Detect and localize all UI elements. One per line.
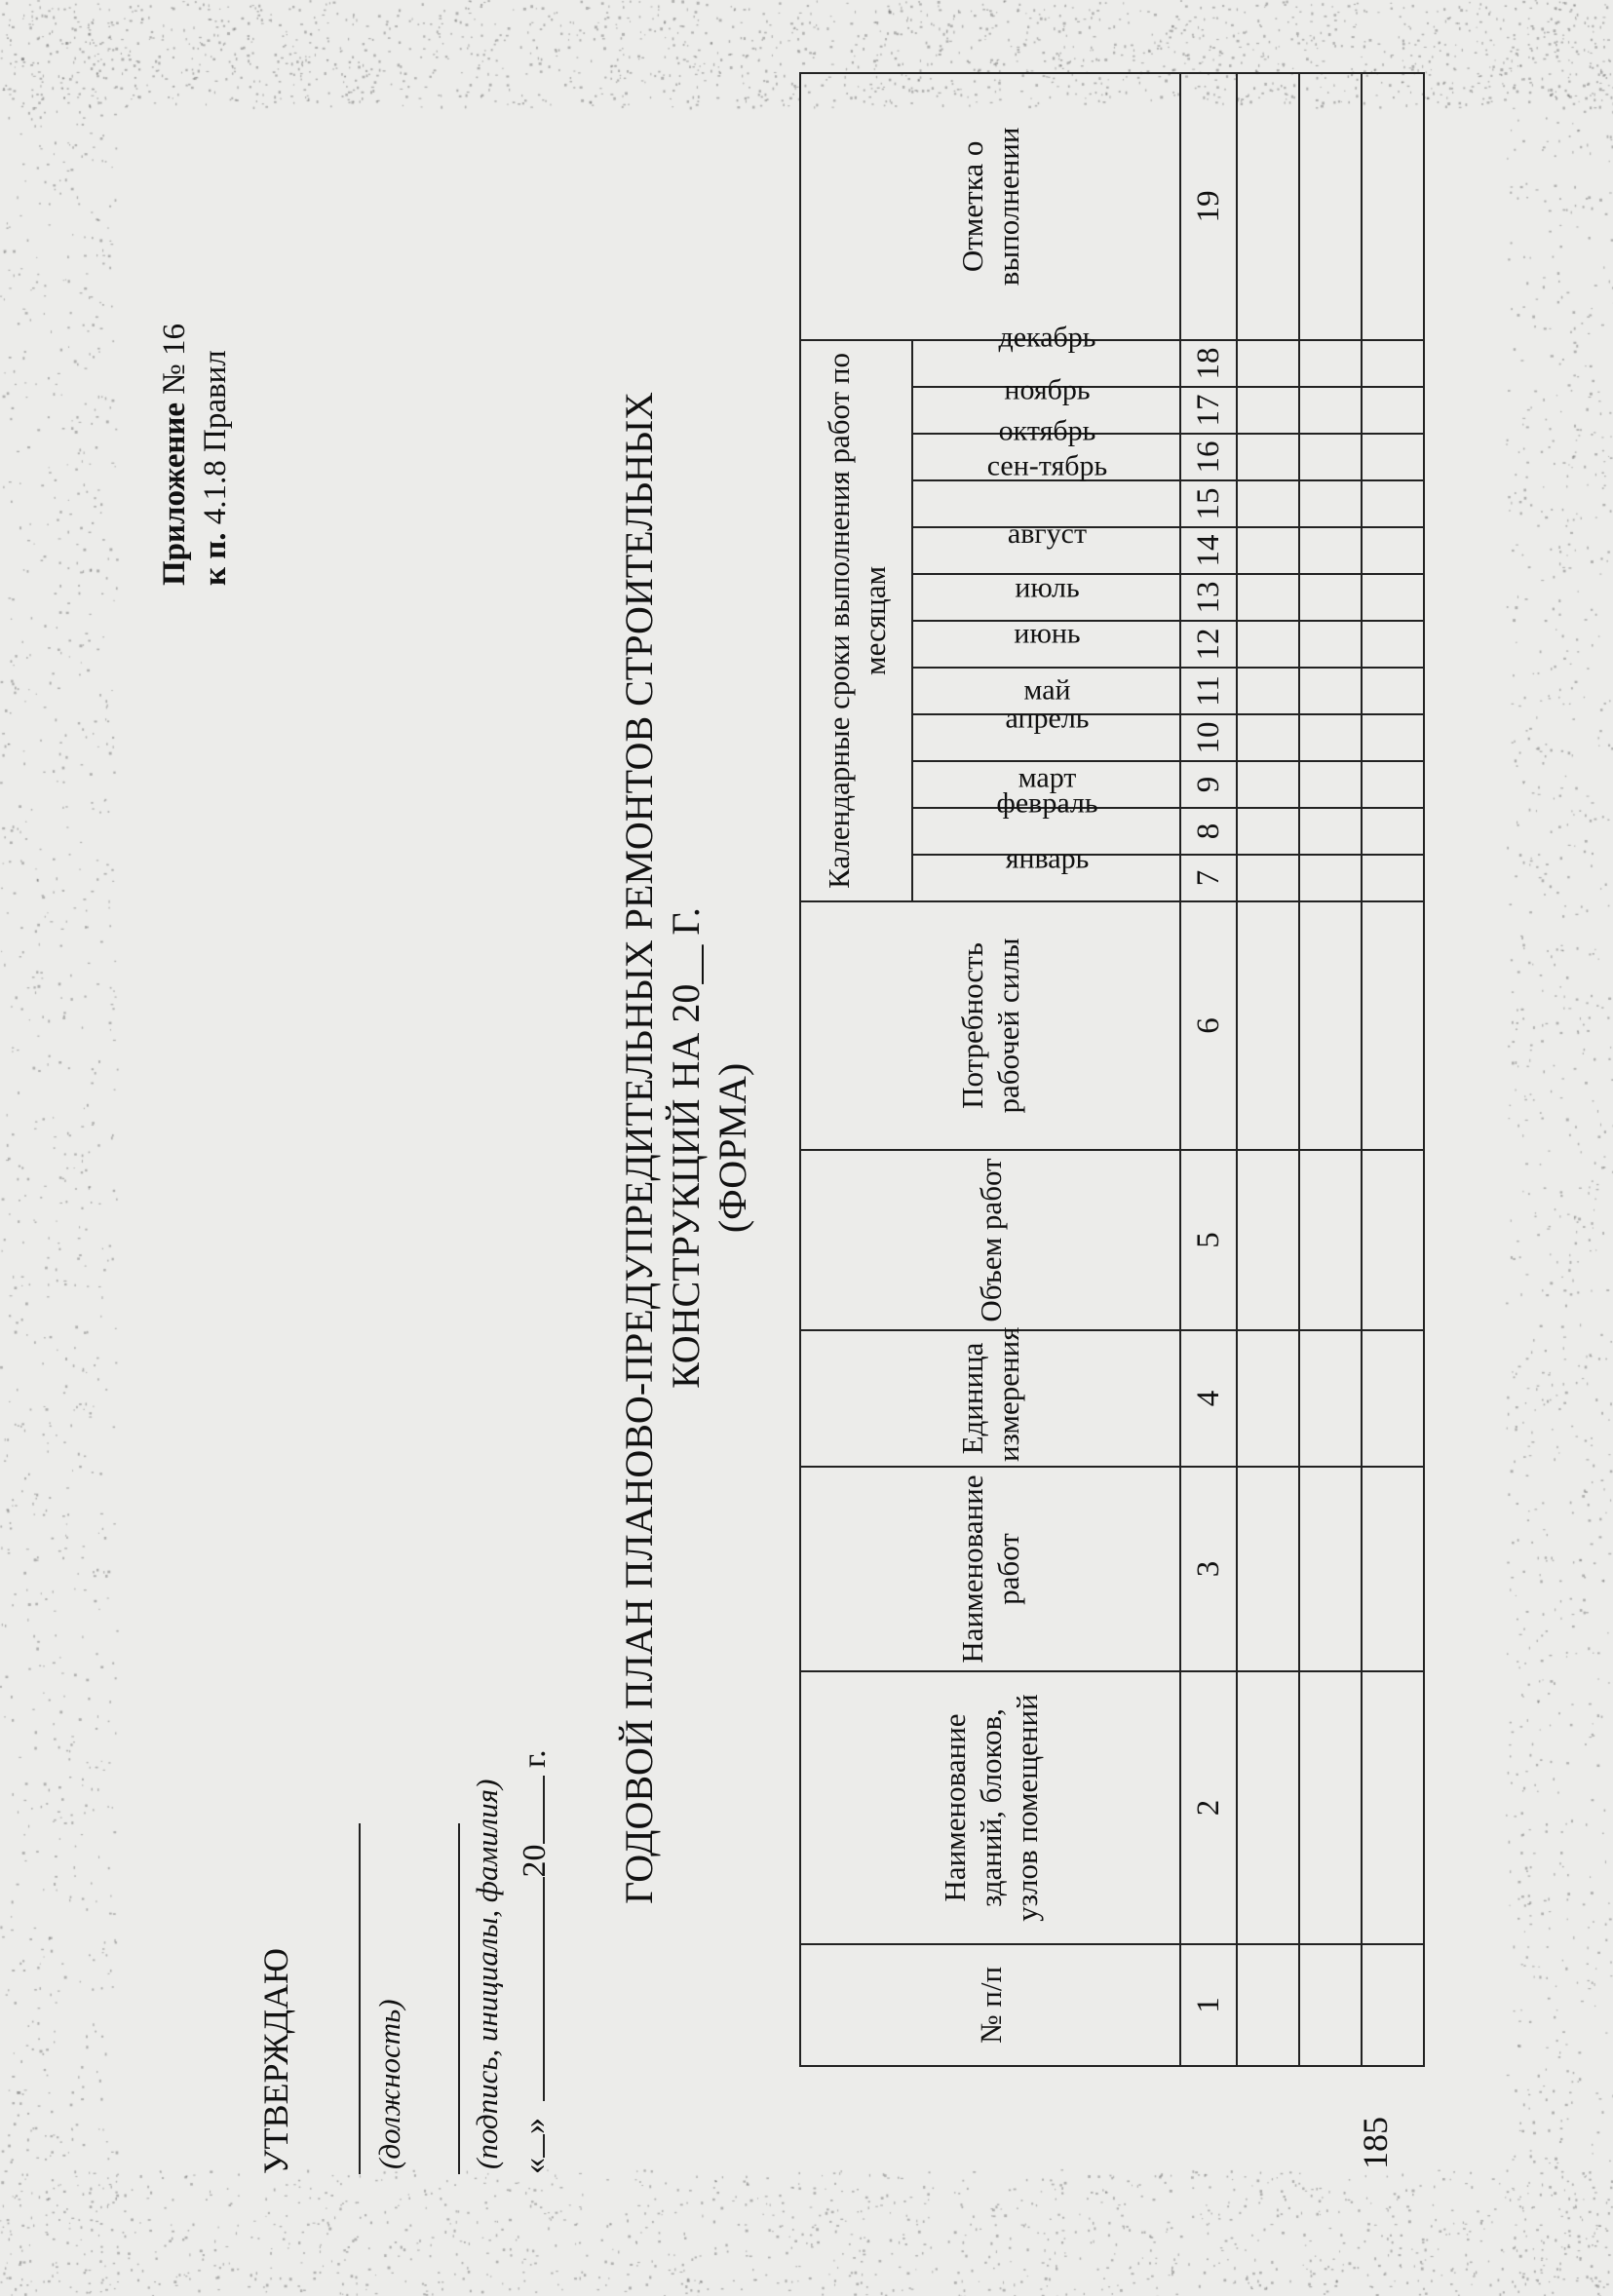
- table-cell[interactable]: [1237, 621, 1299, 668]
- date-year-suffix: г.: [517, 1749, 553, 1768]
- header-work-volume: Объем работ: [800, 1150, 1180, 1330]
- table-cell[interactable]: [1362, 1150, 1424, 1330]
- header-unit: Единица измерения: [800, 1330, 1180, 1467]
- table-cell[interactable]: [1362, 73, 1424, 340]
- header-building-names: Наименование зданий, блоков, узлов помещений: [800, 1671, 1180, 1944]
- header-completion-mark: Отметка о выполнении: [800, 73, 1180, 340]
- table-cell[interactable]: [1299, 714, 1362, 761]
- table-cell[interactable]: [1237, 1150, 1299, 1330]
- month-label: сен-тябрь: [986, 449, 1107, 482]
- table-cell[interactable]: [1362, 1944, 1424, 2066]
- table-cell[interactable]: [1362, 621, 1424, 668]
- column-number: 2: [1180, 1671, 1237, 1944]
- table-cell[interactable]: [1362, 434, 1424, 480]
- table-cell[interactable]: [1299, 1330, 1362, 1467]
- document-title-line2: КОНСТРУКЦИЙ НА 20__ Г.: [664, 907, 708, 1389]
- table-cell[interactable]: [1299, 574, 1362, 621]
- table-cell[interactable]: [1299, 527, 1362, 574]
- table-cell[interactable]: [1299, 480, 1362, 527]
- table-cell[interactable]: [1237, 668, 1299, 714]
- column-number: 4: [1180, 1330, 1237, 1467]
- table-cell[interactable]: [1237, 340, 1299, 387]
- table-cell[interactable]: [1237, 574, 1299, 621]
- table-cell[interactable]: [1237, 480, 1299, 527]
- table-cell[interactable]: [1362, 855, 1424, 901]
- table-cell[interactable]: [1362, 480, 1424, 527]
- table-cell[interactable]: [1299, 621, 1362, 668]
- column-number: 15: [1180, 480, 1237, 527]
- month-header: [912, 517, 1180, 574]
- date-month-blank: [543, 1878, 545, 2102]
- header-number: № п/п: [800, 1944, 1180, 2066]
- document-title-line3: (ФОРМА): [710, 1062, 754, 1234]
- table-cell[interactable]: [1237, 434, 1299, 480]
- table-cell[interactable]: [1237, 73, 1299, 340]
- table-cell[interactable]: [1299, 1467, 1362, 1671]
- column-number: 8: [1180, 808, 1237, 855]
- column-number: 5: [1180, 1150, 1237, 1330]
- appendix-number: № 16: [157, 323, 192, 402]
- table-cell[interactable]: [1362, 527, 1424, 574]
- table-cell[interactable]: [1362, 901, 1424, 1150]
- table-cell[interactable]: [1299, 808, 1362, 855]
- month-label: май: [1022, 673, 1071, 707]
- month-label: июль: [1014, 571, 1080, 604]
- month-label: июнь: [1013, 617, 1081, 650]
- table-cell[interactable]: [1299, 1150, 1362, 1330]
- appendix-reference: [154, 324, 236, 586]
- column-number: 17: [1180, 387, 1237, 434]
- table-cell[interactable]: [1237, 808, 1299, 855]
- date-year-prefix: 20: [517, 1844, 553, 1878]
- appendix-label: Приложение: [157, 402, 192, 586]
- table-cell[interactable]: [1362, 808, 1424, 855]
- position-line: [359, 1823, 361, 2174]
- column-number: 19: [1180, 73, 1237, 340]
- signature-line: [458, 1823, 460, 2174]
- month-label: март: [1018, 761, 1076, 794]
- table-cell[interactable]: [1362, 714, 1424, 761]
- month-header: [912, 842, 1180, 901]
- table-cell[interactable]: [1237, 901, 1299, 1150]
- table-cell[interactable]: [1299, 73, 1362, 340]
- table-cell[interactable]: [1237, 387, 1299, 434]
- rules-clause-label: к п.: [198, 532, 233, 586]
- column-number: 14: [1180, 527, 1237, 574]
- table-cell[interactable]: [1237, 714, 1299, 761]
- month-label: август: [1007, 517, 1087, 550]
- month-label: декабрь: [998, 321, 1095, 354]
- column-number: 16: [1180, 434, 1237, 480]
- table-cell[interactable]: [1237, 1671, 1299, 1944]
- table-row: [1299, 73, 1362, 2066]
- column-number: 11: [1180, 668, 1237, 714]
- table-cell[interactable]: [1237, 761, 1299, 808]
- signature-hint: (подпись, инициалы, фамилия): [470, 1779, 504, 2169]
- date-open-quote: «: [517, 2158, 553, 2174]
- table-cell[interactable]: [1299, 434, 1362, 480]
- column-number: 7: [1180, 855, 1237, 901]
- page-number: 185: [1356, 2117, 1395, 2169]
- table-cell[interactable]: [1299, 387, 1362, 434]
- table-cell[interactable]: [1299, 668, 1362, 714]
- table-cell[interactable]: [1362, 1671, 1424, 1944]
- table-cell[interactable]: [1237, 1467, 1299, 1671]
- table-cell[interactable]: [1362, 574, 1424, 621]
- month-header: [912, 668, 1180, 714]
- column-number: 13: [1180, 574, 1237, 621]
- table-cell[interactable]: [1362, 387, 1424, 434]
- table-cell[interactable]: [1237, 1944, 1299, 2066]
- month-label: апрель: [1005, 702, 1089, 735]
- table-cell[interactable]: [1362, 340, 1424, 387]
- date-day-blank: [543, 2134, 545, 2158]
- header-workforce: Потребность рабочей силы: [800, 901, 1180, 1150]
- column-number: 1: [1180, 1944, 1237, 2066]
- column-number: 3: [1180, 1467, 1237, 1671]
- table-row: [1362, 73, 1424, 2066]
- date-close-quote: »: [517, 2118, 553, 2134]
- month-header: [912, 702, 1180, 761]
- month-label: ноябрь: [1003, 373, 1091, 406]
- table-cell[interactable]: [1299, 761, 1362, 808]
- table-cell[interactable]: [1237, 1330, 1299, 1467]
- date-year-blank: [543, 1777, 545, 1845]
- rules-clause: 4.1.8 Правил: [198, 350, 233, 533]
- month-label: февраль: [995, 786, 1098, 820]
- approval-date: [517, 1749, 554, 2174]
- table-cell[interactable]: [1299, 1671, 1362, 1944]
- table-cell[interactable]: [1237, 855, 1299, 901]
- position-hint: (должность): [372, 1999, 406, 2169]
- document-title-line1: ГОДОВОЙ ПЛАН ПЛАНОВО-ПРЕДУПРЕДИТЕЛЬНЫХ РЕМОНТОВ СТРОИТЕЛЬНЫХ: [617, 392, 661, 1904]
- column-number: 9: [1180, 761, 1237, 808]
- header-calendar-group: Календарные сроки выполнения работ по месяцам: [800, 340, 912, 901]
- column-number: 6: [1180, 901, 1237, 1150]
- table-cell[interactable]: [1299, 901, 1362, 1150]
- table-cell[interactable]: [1299, 1944, 1362, 2066]
- month-header: [912, 617, 1180, 668]
- column-number: 10: [1180, 714, 1237, 761]
- month-label: октябрь: [998, 414, 1095, 447]
- month-header: [912, 571, 1180, 621]
- table-cell[interactable]: [1237, 527, 1299, 574]
- approval-title: УТВЕРЖДАЮ: [256, 1947, 295, 2174]
- table-cell[interactable]: [1362, 1330, 1424, 1467]
- header-work-names: Наименование работ: [800, 1467, 1180, 1671]
- table-cell[interactable]: [1299, 855, 1362, 901]
- column-number: 12: [1180, 621, 1237, 668]
- plan-table: [799, 72, 1425, 2067]
- month-label: январь: [1005, 842, 1089, 875]
- table-row: [1237, 73, 1299, 2066]
- table-cell[interactable]: [1362, 1467, 1424, 1671]
- column-number: 18: [1180, 340, 1237, 387]
- table-cell[interactable]: [1362, 668, 1424, 714]
- table-cell[interactable]: [1299, 340, 1362, 387]
- table-cell[interactable]: [1362, 761, 1424, 808]
